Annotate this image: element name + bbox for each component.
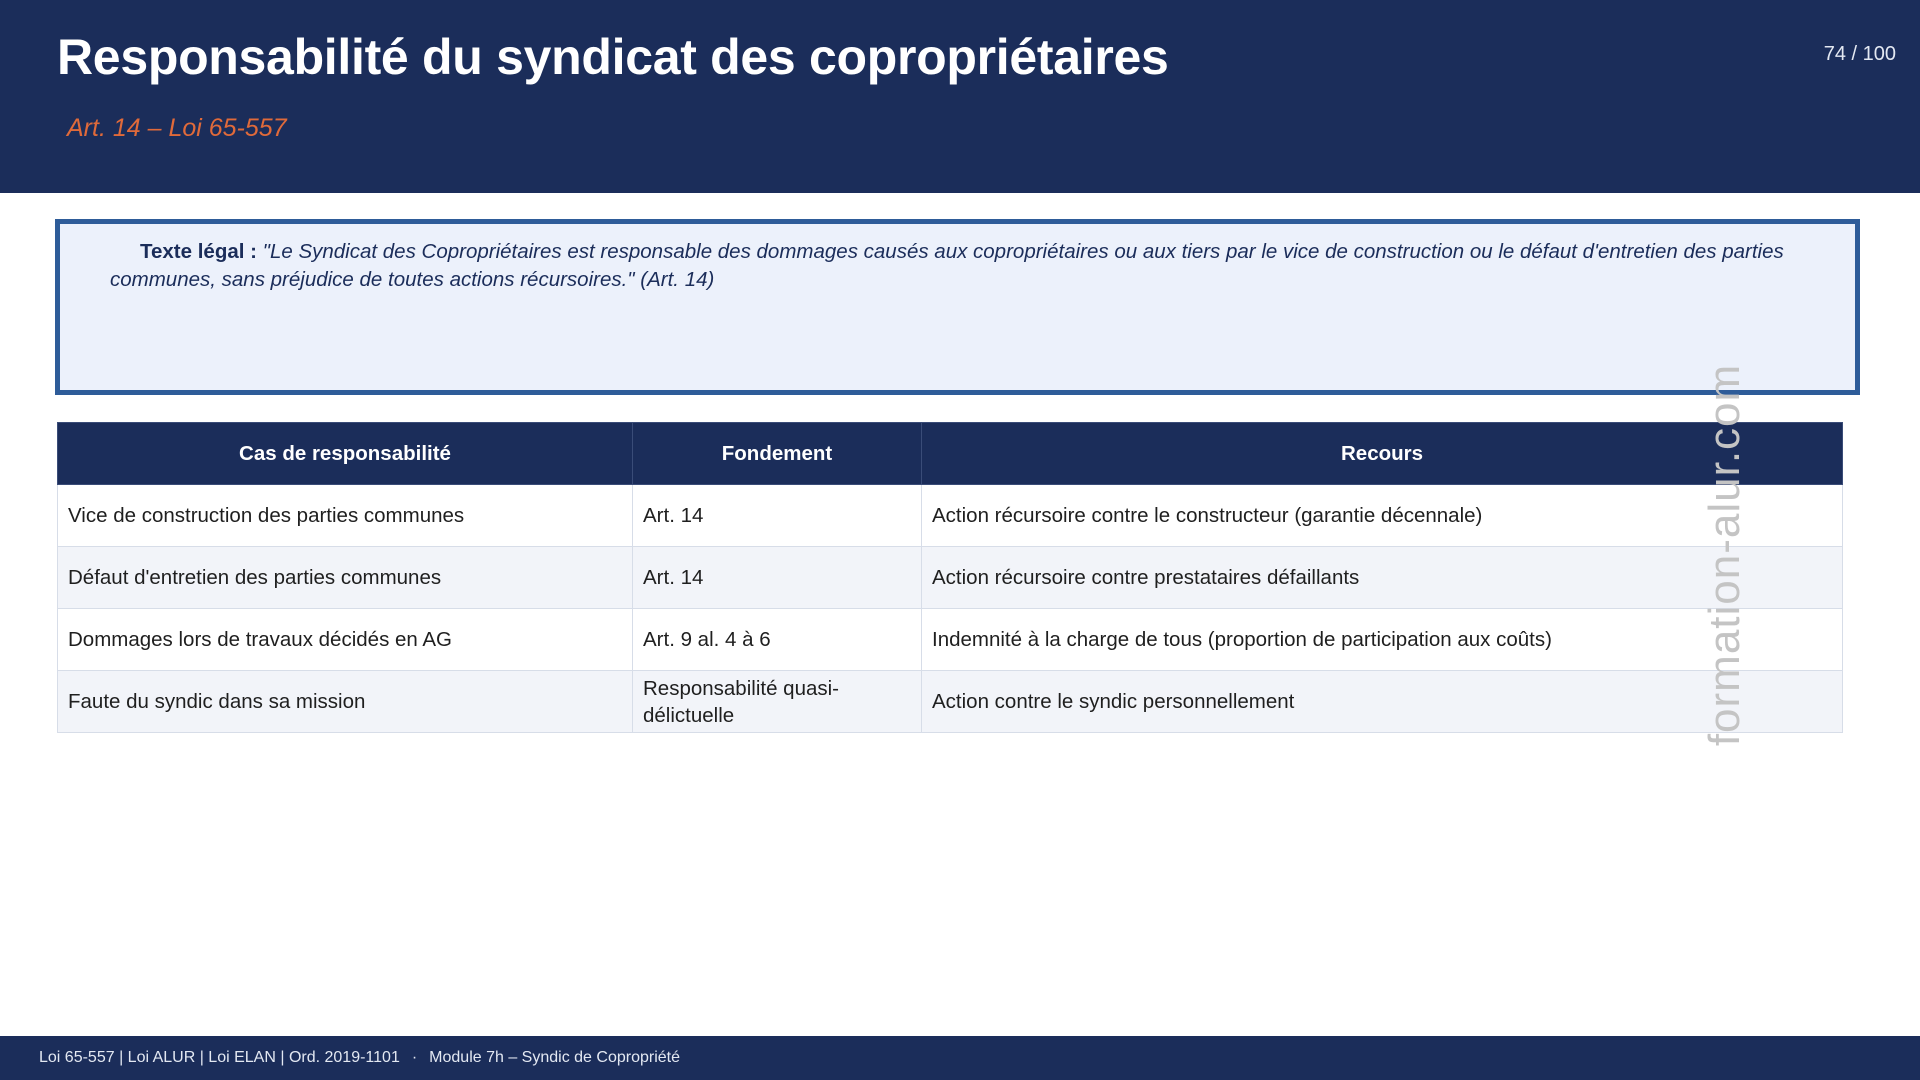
table-cell-recours: Action récursoire contre prestataires défaillants [922, 547, 1843, 609]
column-header-recours: Recours [922, 423, 1843, 485]
footer-separator: · [411, 1049, 418, 1066]
page-title: Responsabilité du syndicat des copropriétaires [57, 29, 1169, 85]
column-header-fondement: Fondement [633, 423, 922, 485]
table-cell-fondement: Art. 9 al. 4 à 6 [633, 609, 922, 671]
legal-text-label: Texte légal : [140, 240, 257, 263]
table-cell-cas: Vice de construction des parties communes [58, 485, 633, 547]
table-row [58, 671, 1843, 733]
legal-text-box [55, 219, 1860, 395]
table-cell-recours: Action récursoire contre le constructeur (garantie décennale) [922, 485, 1843, 547]
responsibility-table [57, 422, 1843, 733]
watermark: formation-alur.com [1700, 363, 1749, 747]
table-row [58, 485, 1843, 547]
page-counter: 74 / 100 [1823, 43, 1896, 65]
table-cell-cas: Dommages lors de travaux décidés en AG [58, 609, 633, 671]
slide-header [0, 0, 1920, 193]
table-cell-cas: Faute du syndic dans sa mission [58, 671, 633, 733]
footer-laws: Loi 65-557 | Loi ALUR | Loi ELAN | Ord. 2019-1101 [39, 1049, 400, 1066]
table-cell-fondement: Art. 14 [633, 485, 922, 547]
page-subtitle: Art. 14 – Loi 65-557 [67, 114, 287, 142]
table-cell-recours: Indemnité à la charge de tous (proportion de participation aux coûts) [922, 609, 1843, 671]
table-row [58, 609, 1843, 671]
table-row [58, 547, 1843, 609]
table-cell-fondement: Responsabilité quasi-délictuelle [633, 671, 922, 733]
column-header-cas: Cas de responsabilité [58, 423, 633, 485]
footer-module: Module 7h – Syndic de Copropriété [429, 1049, 680, 1066]
table-cell-fondement: Art. 14 [633, 547, 922, 609]
legal-text-quote: "Le Syndicat des Copropriétaires est responsable des dommages causés aux copropriétaires ou aux tiers par le vice de construction ou le défaut d'entretien des parties communes, sans préjudice de toutes actions récursoires." (Art. 14) [110, 240, 1784, 291]
table-cell-recours: Action contre le syndic personnellement [922, 671, 1843, 733]
table-cell-cas: Défaut d'entretien des parties communes [58, 547, 633, 609]
slide-footer [0, 1036, 1920, 1080]
table-header-row [58, 423, 1843, 485]
